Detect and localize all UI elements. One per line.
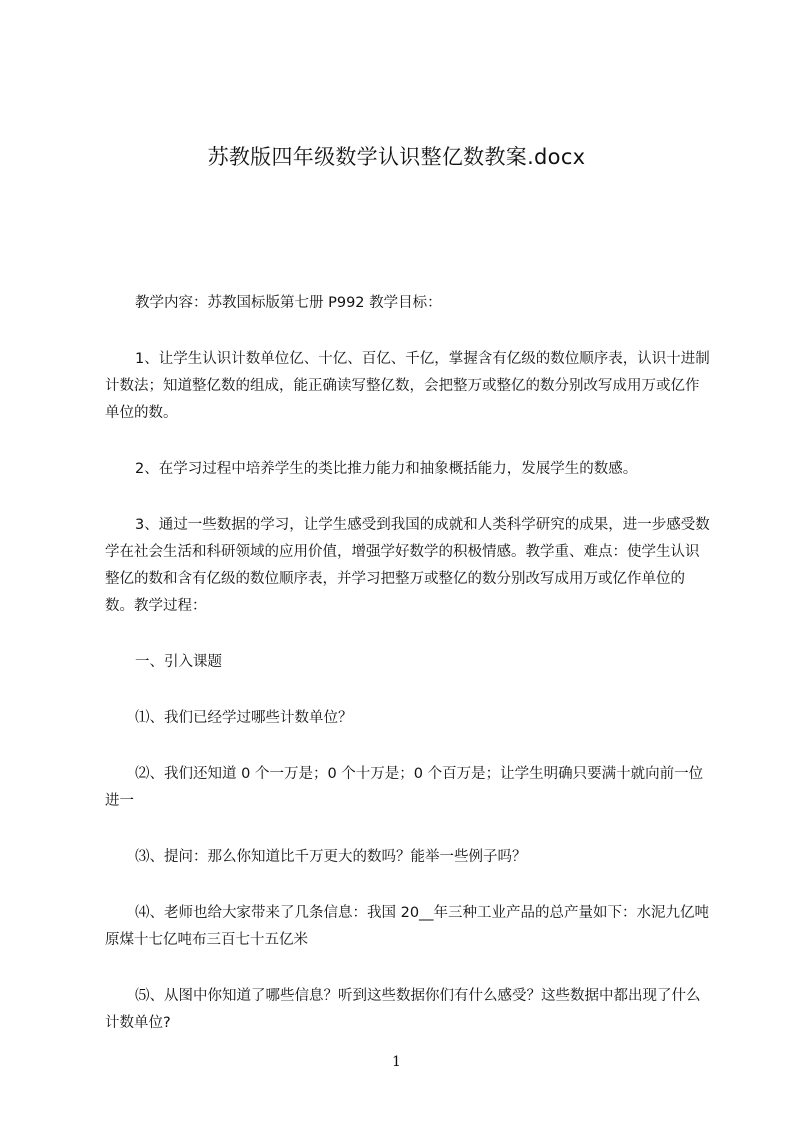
paragraph-goal-2: 2、在学习过程中培养学生的类比推力能力和抽象概括能力，发展学生的数感。: [135, 461, 638, 477]
paragraph-step-1: ⑴、我们已经学过哪些计数单位？: [135, 710, 353, 726]
document-title: 苏教版四年级数学认识整亿数教案.docx: [207, 145, 586, 169]
paragraph-step-5: ⑸、从图中你知道了哪些信息？听到这些数据你们有什么感受？这些数据中都出现了什么计数单位?: [105, 988, 701, 1031]
section-heading-intro: 一、引入课题: [135, 654, 222, 670]
paragraph-step-2: ⑵、我们还知道 0 个一万是；0 个十万是；0 个百万是；让学生明确只要满十就向前一位进一: [105, 766, 704, 809]
paragraph-step-3: ⑶、提问：那么你知道比千万更大的数吗？能举一些例子吗？: [135, 849, 527, 865]
document-body: [105, 290, 711, 1066]
paragraph-goal-1: 1、让学生认识计数单位亿、十亿、百亿、千亿，掌握含有亿级的数位顺序表，认识十进制计数法；知道整亿数的组成，能正确读写整亿数，会把整万或整亿的数分别改写成用万或亿作单位的数。: [105, 351, 710, 421]
paragraph-step-4: ⑷、老师也给大家带来了几条信息：我国 20__年三种工业产品的总产量如下：水泥九亿吨原煤十七亿吨布三百七十五亿米: [105, 905, 710, 948]
page-number: 1: [392, 1054, 401, 1070]
paragraph-goal-3: 3、通过一些数据的学习，让学生感受到我国的成就和人类科学研究的成果，进一步感受数学在社会生活和科研领域的应用价值，增强学好数学的积极情感。教学重、难点：使学生认识整亿的数和含有亿级的数位顺序表，并学习把整万或整亿的数分别改写成用万或亿作单位的数。教学过程：: [105, 517, 710, 614]
paragraph-teaching-content: 教学内容：苏教国标版第七册 P992 教学目标：: [135, 295, 442, 311]
